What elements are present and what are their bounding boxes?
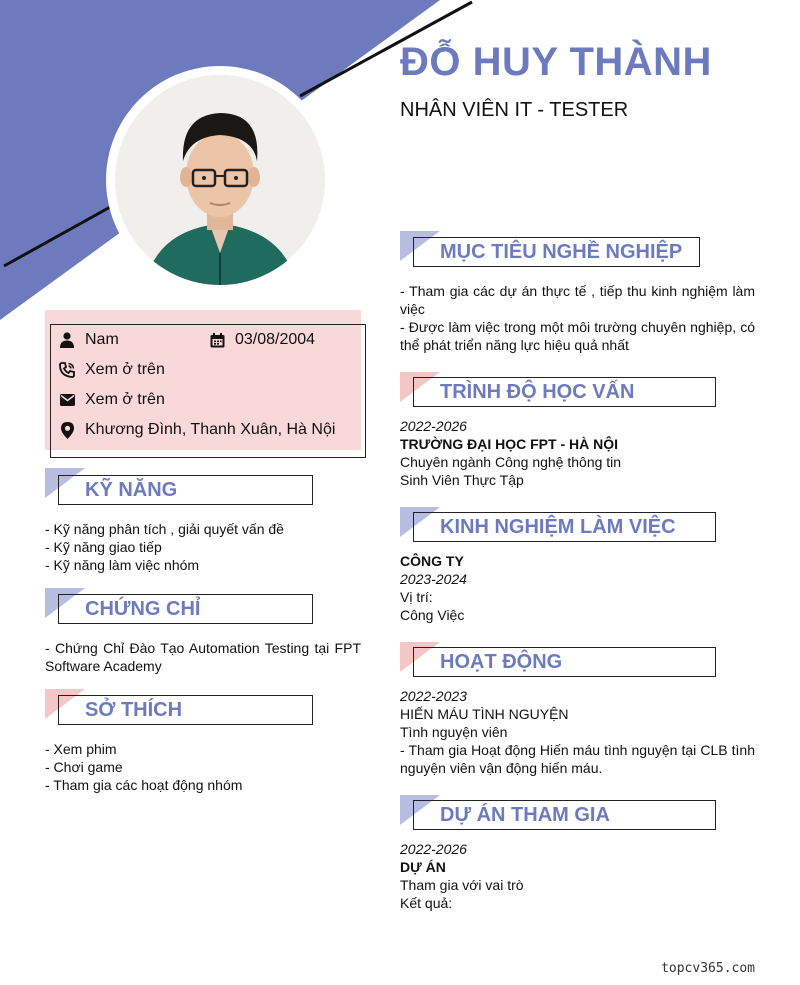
calendar-icon [208, 331, 226, 349]
phone-value: Xem ở trên [85, 361, 165, 378]
list-item: - Kỹ năng làm việc nhóm [45, 557, 200, 573]
experience-block [400, 552, 755, 624]
education-school: TRƯỜNG ĐẠI HỌC FPT - HÀ NỘI [400, 436, 618, 452]
address-value: Khương Đình, Thanh Xuân, Hà Nội [85, 421, 336, 438]
projects-heading [413, 800, 716, 830]
contact-dob [208, 331, 315, 349]
contact-phone [58, 361, 165, 379]
certificates-text: - Chứng Chỉ Đào Tạo Automation Testing tại FPT Software Academy [45, 640, 361, 674]
list-item: - Xem phim [45, 741, 117, 757]
dob-value: 03/08/2004 [235, 331, 316, 348]
experience-heading [413, 512, 716, 542]
projects-title: DỰ ÁN THAM GIA [440, 803, 610, 826]
activities-title: HOẠT ĐỘNG [440, 650, 563, 673]
contact-address [58, 421, 335, 439]
person-icon [58, 331, 76, 349]
experience-work: Công Việc [400, 607, 465, 623]
list-item: - Chơi game [45, 759, 123, 775]
activity-name: HIẾN MÁU TÌNH NGUYỆN [400, 706, 569, 722]
person-photo-icon [115, 75, 325, 285]
education-block [400, 417, 755, 489]
project-name: DỰ ÁN [400, 859, 446, 875]
education-heading [413, 377, 716, 407]
project-result: Kết quả: [400, 895, 453, 911]
education-status: Sinh Viên Thực Tập [400, 472, 524, 488]
project-role: Tham gia với vai trò [400, 877, 524, 893]
projects-block [400, 840, 755, 912]
phone-icon [58, 361, 76, 379]
certificates-title: CHỨNG CHỈ [85, 597, 201, 620]
gender-value: Nam [85, 331, 119, 348]
activities-block [400, 687, 755, 777]
list-item: - Kỹ năng giao tiếp [45, 539, 162, 555]
hobbies-title: SỞ THÍCH [85, 698, 183, 721]
watermark-url: topcv365.com [661, 961, 755, 976]
activity-role: Tình nguyện viên [400, 724, 508, 740]
envelope-icon [58, 391, 76, 409]
objective-line: - Tham gia các dự án thực tế , tiếp thu kinh nghiệm làm việc [400, 283, 755, 317]
skills-heading [58, 475, 313, 505]
education-title: TRÌNH ĐỘ HỌC VẤN [440, 380, 635, 403]
experience-title: KINH NGHIỆM LÀM VIỆC [440, 515, 676, 538]
email-value: Xem ở trên [85, 391, 165, 408]
experience-position: Vị trí: [400, 589, 433, 605]
certificates-heading [58, 594, 313, 624]
experience-period: 2023-2024 [400, 571, 467, 587]
contact-email [58, 391, 165, 409]
location-pin-icon [58, 421, 76, 439]
hobbies-list [45, 740, 365, 794]
objective-line: - Được làm việc trong một môi trường chuyên nghiệp, có thể phát triển năng lực hiệu quả nhất [400, 319, 755, 353]
hobbies-heading [58, 695, 313, 725]
full-name: ĐỖ HUY THÀNH [400, 40, 712, 84]
job-title: NHÂN VIÊN IT - TESTER [400, 99, 629, 121]
education-period: 2022-2026 [400, 418, 467, 434]
contact-gender [58, 331, 119, 349]
experience-company: CÔNG TY [400, 553, 464, 569]
list-item: - Kỹ năng phân tích , giải quyết vấn đề [45, 521, 284, 537]
activities-heading [413, 647, 716, 677]
skills-title: KỸ NĂNG [85, 478, 178, 501]
activity-period: 2022-2023 [400, 688, 467, 704]
project-period: 2022-2026 [400, 841, 467, 857]
objective-title: MỤC TIÊU NGHỀ NGHIỆP [440, 240, 683, 263]
list-item: - Tham gia các hoạt động nhóm [45, 777, 243, 793]
skills-list [45, 520, 365, 574]
objective-text [400, 282, 755, 354]
activity-desc: - Tham gia Hoạt động Hiến máu tình nguyện tại CLB tình nguyện viên vận động hiến máu. [400, 742, 755, 776]
profile-photo [106, 66, 334, 294]
objective-heading [413, 237, 700, 267]
education-major: Chuyên ngành Công nghệ thông tin [400, 454, 622, 470]
